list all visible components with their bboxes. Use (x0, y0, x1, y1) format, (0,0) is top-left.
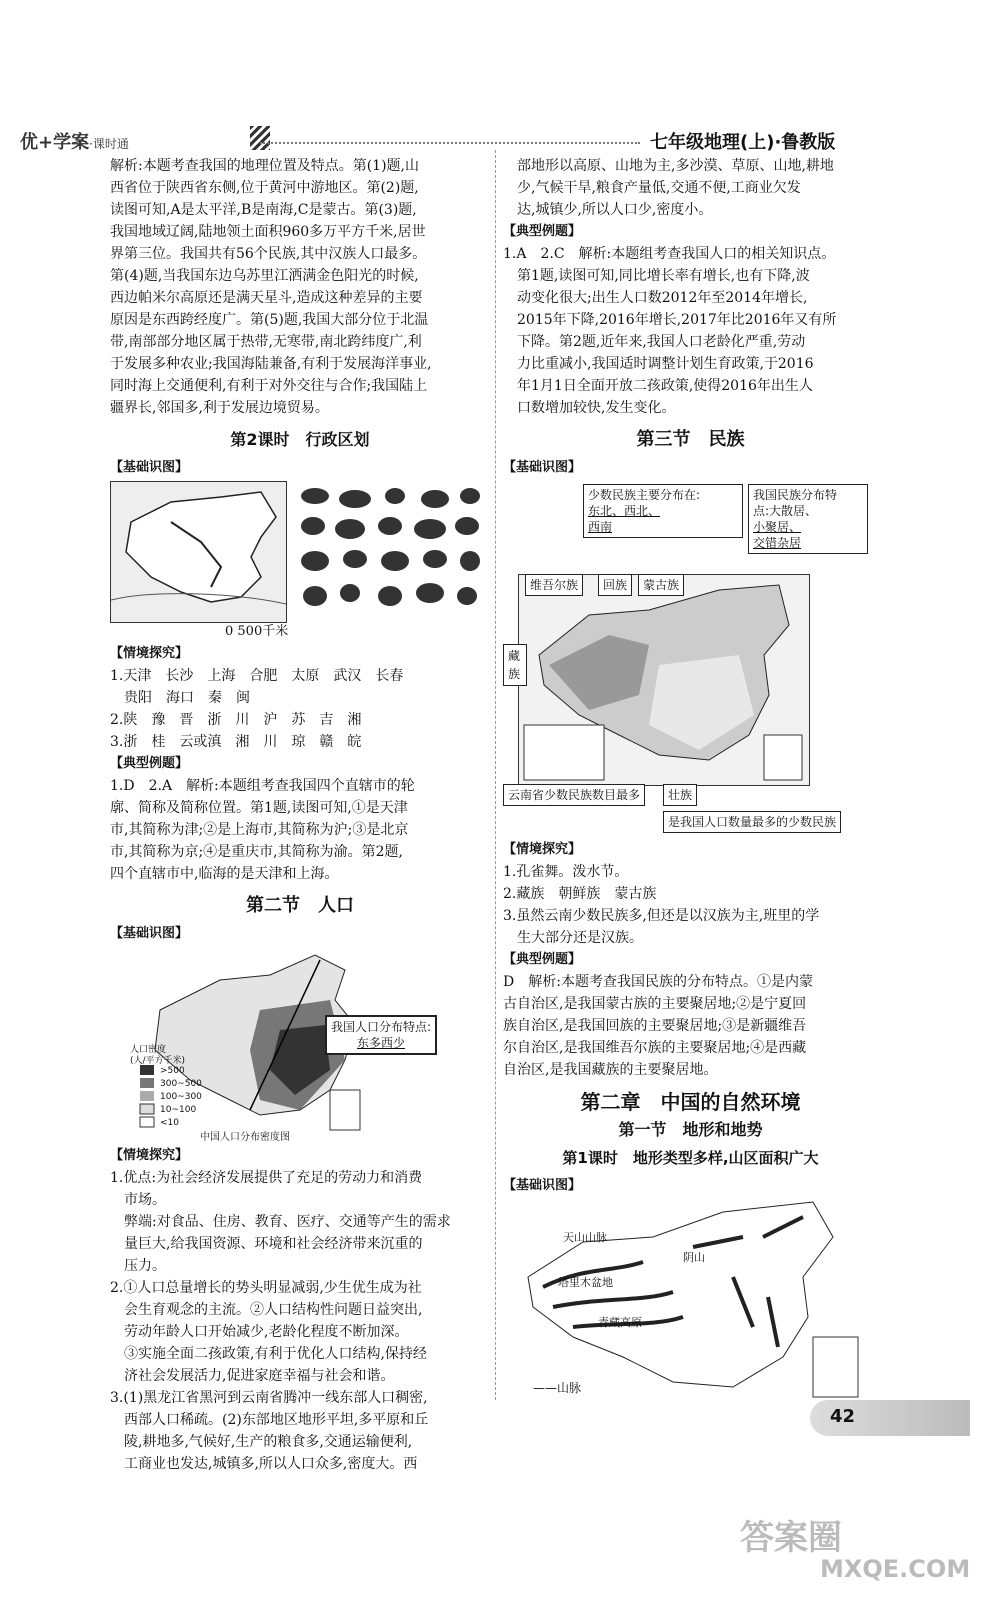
ethnic-example: D 解析:本题考查我国民族的分布特点。①是内蒙 古自治区,是我国蒙古族的主要聚居地;②是宁夏回 族自治区,是我国回族的主要聚居地;③是新疆维吾 尔自治区,是我国维吾尔族的主要聚居地;④是西藏 自治区,是我国藏族的主要聚居地。 (503, 974, 813, 1078)
population-legend: 人口密度 (人/平方千米) (130, 1045, 186, 1066)
example-answer: 1.D 2.A 解析:本题组考查我国四个直辖市的轮 廓、简称及简称位置。第1题,读图可知,①是天津 市,其简称为津;②是上海市,其简称为沪;③是北京 市,其简称为京;④是重庆市,其简称为渝。第2题, 四个直辖市中,临海的是天津和上海。 (110, 778, 415, 882)
header-stripe (250, 126, 270, 150)
label-tibetan: 藏族 (503, 644, 527, 686)
label-uyghur: 维吾尔族 (525, 574, 583, 596)
section-tag: 【基础识图】 (503, 1178, 582, 1193)
section-tag: 【情境探究】 (503, 842, 582, 857)
mountain-figure (503, 1197, 878, 1407)
ethnic-map (518, 574, 810, 786)
watermark-url: MXQE.COM (820, 1555, 971, 1583)
chapter-title: 第二章 中国的自然环境 (580, 1090, 801, 1114)
section-title: 第一节 地形和地势 (618, 1120, 763, 1139)
book-grade-title: 七年级地理(上)·鲁教版 (650, 132, 836, 153)
ethnic-distribution-callout: 少数民族主要分布在: 东北、西北、 西南 (583, 484, 743, 538)
population-explore-cont: 部地形以高原、山地为主,多沙漠、草原、山地,耕地 少,气候干旱,粮食产量低,交通不便,工商业欠发 达,城镇少,所以人口少,密度小。 (517, 158, 834, 218)
right-column (503, 155, 878, 1407)
label-zhuang: 壮族 (663, 784, 697, 806)
header-dotted-line (260, 142, 640, 144)
map-scale: 0 500千米 (225, 624, 289, 639)
admin-map (110, 481, 287, 623)
province-figure (110, 479, 490, 629)
left-column (110, 155, 490, 1475)
ethnic-feature-callout: 我国民族分布特 点:大散居、 小聚居、 交错杂居 (748, 484, 868, 554)
label-tarim: 塔里木盆地 (558, 1276, 613, 1289)
population-map-title: 中国人口分布密度图 (200, 1132, 290, 1143)
section-tag: 【典型例题】 (110, 756, 189, 771)
section-title: 第二节 人口 (246, 895, 354, 916)
section-tag: 【典型例题】 (503, 952, 582, 967)
section-tag: 【基础识图】 (110, 460, 189, 475)
population-example: 1.A 2.C 解析:本题组考查我国人口的相关知识点。 第1题,读图可知,同比增长率有增长,也有下降,波 动变化很大;出生人口数2012年至2014年增长, 2015年下降,2016年增长,2017年比2016年又有所 下降。第2题,近年来,我国人口老龄化严重,劳动 力比重减小,我国适时调整计划生育政策,于2016 年1月1日全面开放二孩政策,使得2016年出生人 口数增加较快,发生变化。 (503, 246, 837, 416)
province-outlines (295, 481, 485, 621)
section-tag: 【情境探究】 (110, 646, 189, 661)
lesson-title: 第2课时 行政区划 (230, 430, 370, 449)
population-callout: 我国人口分布特点: 东多西少 (325, 1015, 437, 1055)
book-brand: 优+学案·课时通 (20, 132, 129, 153)
page-number-tab (810, 1400, 970, 1436)
label-mongol: 蒙古族 (638, 574, 684, 596)
column-divider (495, 150, 496, 1400)
analysis-paragraph: 解析:本题考查我国的地理位置及特点。第(1)题,山 西省位于陕西省东侧,位于黄河中游地区。第(2)题, 读图可知,A是太平洋,B是南海,C是蒙古。第(3)题, 我国地域辽阔,陆地领土面积960多万平方千米,居世 界第三位。我国共有56个民族,其中汉族人口最多。 第(4)题,当我国东边乌苏里江洒满金色阳光的时候, 西边帕米尔高原还是满天星斗,造成这种差异的主要 原因是东西跨经度广。第(5)题,我国大部分位于北温 带,南部部分地区属于热带,无寒带,南北跨纬度广,利 于发展多种农业;我国海陆兼备,有利于发展海洋事业, 同时海上交通便利,有利于对外交往与合作;我国陆上 疆界长,邻国多,利于发展边境贸易。 (110, 158, 432, 416)
mountain-legend: ——山脉 (533, 1381, 582, 1395)
population-figure (110, 945, 490, 1145)
explore-answers: 1.天津 长沙 上海 合肥 太原 武汉 长春 贵阳 海口 秦 闽 2.陕 豫 晋 浙 川 沪 苏 吉 湘 3.浙 桂 云或滇 湘 川 琼 赣 皖 (110, 668, 404, 750)
population-legend-values: >500 300~500 100~300 10~100 <10 (160, 1066, 202, 1128)
label-qingzang: 青藏高原 (598, 1316, 642, 1329)
section-tag: 【典型例题】 (503, 224, 582, 239)
label-hui: 回族 (598, 574, 632, 596)
section-tag: 【基础识图】 (503, 460, 582, 475)
section-tag: 【基础识图】 (110, 926, 189, 941)
watermark-logo: 答案圈 (740, 1518, 842, 1558)
ethnic-figure (503, 479, 878, 839)
label-zhuang-note: 是我国人口数量最多的少数民族 (663, 811, 841, 833)
ethnic-explore: 1.孔雀舞。泼水节。 2.藏族 朝鲜族 蒙古族 3.虽然云南少数民族多,但还是以汉族为主,班里的学 生大部分还是汉族。 (503, 864, 820, 946)
label-yunnan: 云南省少数民族数目最多 (503, 784, 645, 806)
label-yinshan: 阴山 (683, 1251, 705, 1264)
population-explore: 1.优点:为社会经济发展提供了充足的劳动力和消费 市场。 弊端:对食品、住房、教育、医疗、交通等产生的需求 量巨大,给我国资源、环境和社会经济带来沉重的 压力。 2.①人口总量增长的势头明显减弱,少生优生成为社 会生育观念的主流。②人口结构性问题日益突出, 劳动年龄人口开始减少,老龄化程度不断加深。 ③实施全面二孩政策,有利于优化人口结构,保持经 济社会发展活力,促进家庭幸福与社会和谐。 3.(1)黑龙江省黑河到云南省腾冲一线东部人口稠密, 西部人口稀疏。(2)东部地区地形平坦,多平原和丘 陵,耕地多,气候好,生产的粮食多,交通运输便利, 工商业也发达,城镇多,所以人口众多,密度大。西 (110, 1170, 451, 1472)
section-tag: 【情境探究】 (110, 1148, 189, 1163)
label-tianshan: 天山山脉 (563, 1231, 607, 1244)
section-title: 第三节 民族 (636, 429, 745, 450)
page-number: 42 (830, 1406, 856, 1427)
lesson-title: 第1课时 地形类型多样,山区面积广大 (562, 1149, 819, 1167)
